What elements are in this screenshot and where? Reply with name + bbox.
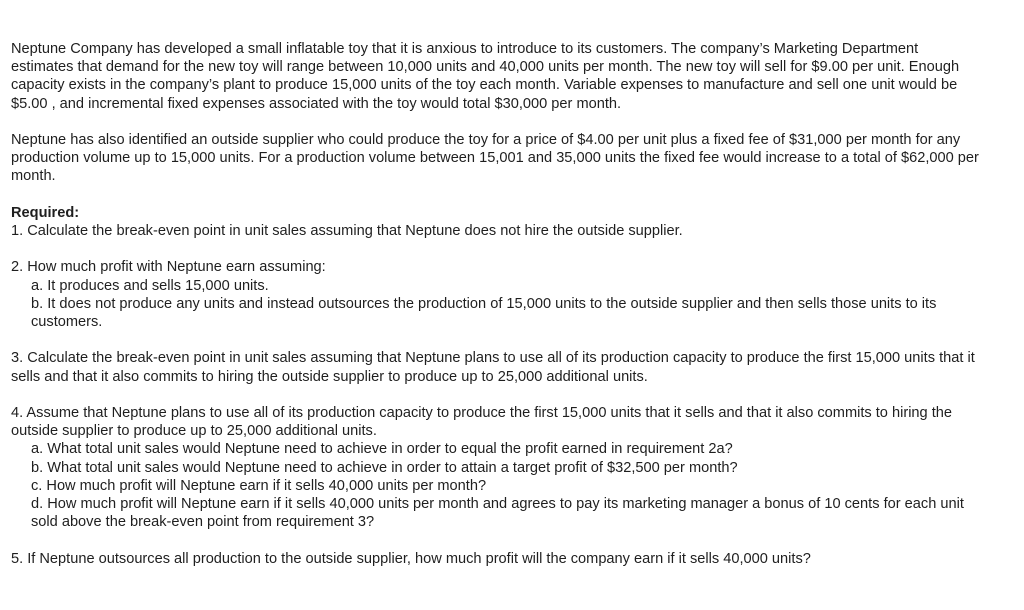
question-2 [11, 258, 984, 331]
question-2b: b. It does not produce any units and instead outsources the production of 15,000 units to the outside supplier and then sells those units to its customers. [31, 295, 937, 330]
question-4-stem: 4. Assume that Neptune plans to use all of its production capacity to produce the first 15,000 units that it sells and that it also commits to hiring the outside supplier to produce up to 25,000 additional units. [11, 404, 953, 440]
question-2a: a. It produces and sells 15,000 units. [31, 277, 269, 294]
required-label: Required: [11, 204, 80, 221]
question-2-stem: 2. How much profit with Neptune earn assuming: [11, 259, 326, 276]
question-4 [11, 404, 984, 531]
question-5: 5. If Neptune outsources all production to the outside supplier, how much profit will the company earn if it sells 40,000 units? [11, 550, 811, 567]
required-section [11, 204, 984, 568]
question-4b: b. What total unit sales would Neptune need to achieve in order to attain a target profit of $32,500 per month? [31, 459, 738, 476]
question-4d: d. How much profit will Neptune earn if it sells 40,000 units per month and agrees to pay its marketing manager a bonus of 10 cents for each unit sold above the break-even point from requirement 3? [31, 496, 964, 531]
question-1: 1. Calculate the break-even point in unit sales assuming that Neptune does not hire the outside supplier. [11, 223, 683, 239]
question-4c: c. How much profit will Neptune earn if it sells 40,000 units per month? [31, 477, 487, 494]
question-3: 3. Calculate the break-even point in unit sales assuming that Neptune plans to use all of its production capacity to produce the first 15,000 units that it sells and that it also commits to hiring the outside supplier to produce up to 25,000 additional units. [11, 350, 975, 385]
supplier-paragraph: Neptune has also identified an outside supplier who could produce the toy for a price of $4.00 per unit plus a fixed fee of $31,000 per month for any production volume up to 15,000 units. For a production volume between 15,001 and 35,000 units the fixed fee would increase to a total of $62,000 per month. [11, 132, 979, 185]
intro-paragraph: Neptune Company has developed a small inflatable toy that it is anxious to introduce to its customers. The company’s Marketing Department estimates that demand for the new toy will range between 10,000 units and 40,000 units per month. The new toy will sell for $9.00 per unit. Enough capacity exists in the company’s plant to produce 15,000 units of the toy each month. Variable expenses to manufacture and sell one unit would be $5.00 , and incremental fixed expenses associated with the toy would total $30,000 per month. [11, 41, 960, 112]
question-4a: a. What total unit sales would Neptune need to achieve in order to equal the profit earned in requirement 2a? [31, 441, 733, 458]
